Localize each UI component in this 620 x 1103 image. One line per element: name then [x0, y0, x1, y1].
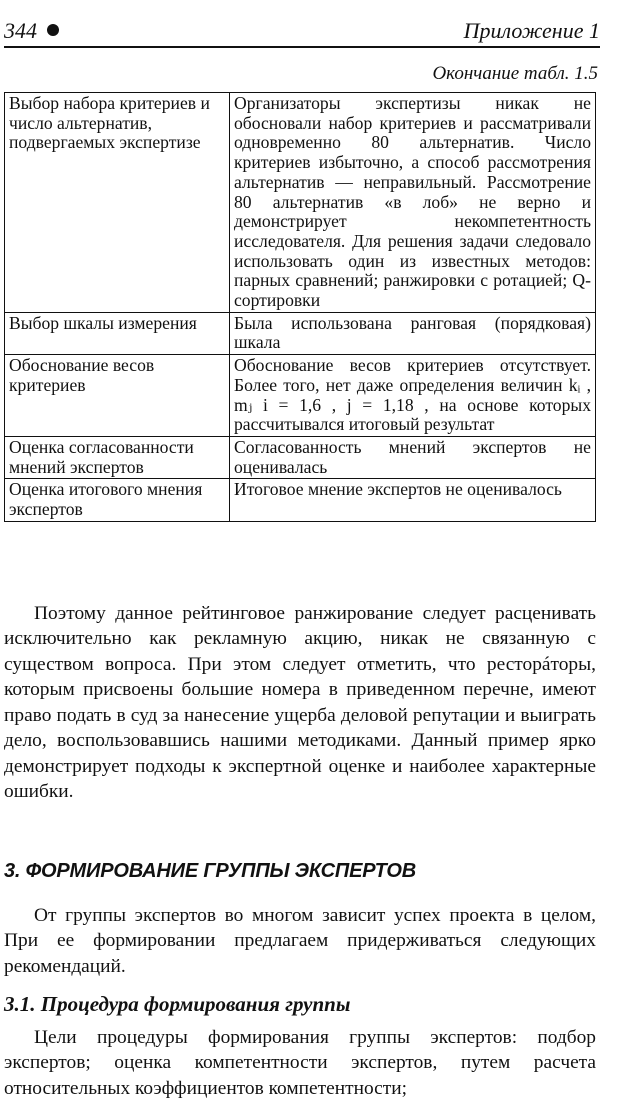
table-cell-criterion: Обоснование весов критериев — [5, 355, 230, 437]
subsection-heading: 3.1. Процедура формирования группы — [4, 992, 351, 1016]
expert-errors-table — [4, 92, 596, 522]
table-cell-comment: Согласованность мнений экспертов не оценивалась — [230, 436, 596, 478]
table-row — [5, 93, 596, 313]
table-caption: Окончание табл. 1.5 — [432, 63, 598, 84]
body-paragraph: Цели процедуры формирования группы экспертов: подбор экспертов; оценка компетентности экспертов, путем расчета относительных коэффициентов компетентности; — [4, 1027, 596, 1099]
table-row — [5, 312, 596, 354]
table-row — [5, 355, 596, 437]
body-paragraph: От группы экспертов во многом зависит успех проекта в целом, При ее формировании предлагаем придерживаться следующих рекомендаций. — [4, 905, 596, 977]
table-row — [5, 479, 596, 521]
table-cell-comment: Итоговое мнение экспертов не оценивалось — [230, 479, 596, 521]
bullet-icon — [47, 24, 59, 36]
table-cell-criterion: Оценка согласованности мнений экспертов — [5, 436, 230, 478]
section-title: Приложение 1 — [463, 18, 600, 43]
body-paragraph: Поэтому данное рейтинговое ранжирование следует расценивать исключительно как рекламную акцию, никак не связанную с существом вопроса. При этом следует отметить, что ресторáторы, которым присвоены большие номера в приведенном перечне, имеют право подать в суд за нанесение ущерба деловой репутации и выиграть дело, воспользовавшись нашими методиками. Данный пример ярко демонстрирует подходы к экспертной оценке и наиболее характерные ошибки. — [4, 603, 596, 802]
table-cell-comment: Организаторы экспертизы никак не обосновали набор критериев и рассматривали одновременно 80 альтернатив. Число критериев избыточно, а способ рассмотрения альтернатив — неправильный. Рассмотрение 80 альтернатив «в лоб» не верно и демонстрирует некомпетентность исследователя. Для решения задачи следовало использовать один из известных методов: парных сравнений; ранжировки с ротацией; Q-сортировки — [230, 93, 596, 313]
table-cell-comment: Обоснование весов критериев отсутствует. Более того, нет даже определения величин kᵢ , mⱼ i = 1,6 , j = 1,18 , на основе которых рассчитывался итоговый результат — [230, 355, 596, 437]
table-cell-criterion: Выбор набора критериев и число альтернатив, подвергаемых экспертизе — [5, 93, 230, 313]
page-number: 344 — [4, 18, 59, 44]
running-head — [4, 20, 600, 48]
table-cell-criterion: Выбор шкалы измерения — [5, 312, 230, 354]
table-row — [5, 436, 596, 478]
section-heading: 3. ФОРМИРОВАНИЕ ГРУППЫ ЭКСПЕРТОВ — [4, 860, 416, 882]
table-cell-comment: Была использована ранговая (порядковая) шкала — [230, 312, 596, 354]
table-cell-criterion: Оценка итогового мнения экспертов — [5, 479, 230, 521]
